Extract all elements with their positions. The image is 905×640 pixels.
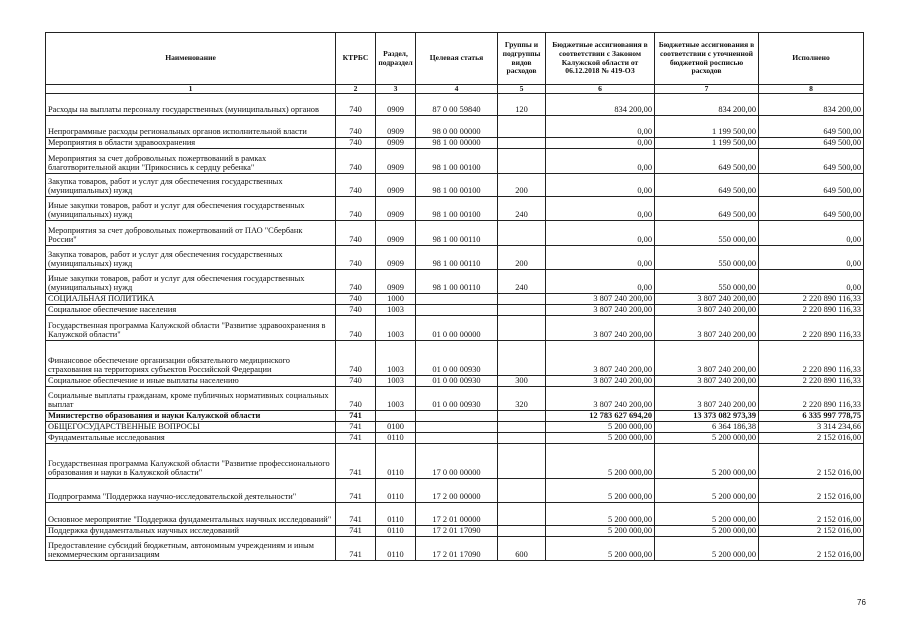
table-row (46, 341, 864, 376)
col-header-section: Раздел, подраздел (376, 33, 416, 85)
cell-executed: 834 200,00 (759, 94, 864, 116)
cell-group: 320 (498, 387, 546, 411)
page-number: 76 (857, 598, 866, 607)
cell-name: Закупка товаров, работ и услуг для обеспечения государственных (муниципальных) нужд (46, 246, 336, 270)
cell-budget-list: 3 807 240 200,00 (655, 316, 759, 341)
cell-budget-law: 0,00 (546, 197, 655, 221)
col-number: 6 (546, 85, 655, 94)
cell-executed: 0,00 (759, 221, 864, 246)
cell-budget-law: 5 200 000,00 (546, 433, 655, 444)
cell-name: Непрограммные расходы региональных органов исполнительной власти (46, 116, 336, 138)
cell-name: СОЦИАЛЬНАЯ ПОЛИТИКА (46, 294, 336, 305)
cell-name: Поддержка фундаментальных научных исследований (46, 526, 336, 537)
cell-budget-law: 834 200,00 (546, 94, 655, 116)
table-row (46, 503, 864, 526)
cell-ktrbs: 741 (336, 537, 376, 561)
cell-budget-list: 3 807 240 200,00 (655, 376, 759, 387)
table-row (46, 221, 864, 246)
table-row (46, 149, 864, 174)
cell-budget-list: 5 200 000,00 (655, 479, 759, 503)
cell-section: 1003 (376, 316, 416, 341)
cell-executed: 2 220 890 116,33 (759, 305, 864, 316)
col-number: 3 (376, 85, 416, 94)
cell-executed: 0,00 (759, 270, 864, 294)
cell-group (498, 294, 546, 305)
col-number: 5 (498, 85, 546, 94)
cell-name: Мероприятия за счет добровольных пожертвований в рамках благотворительной акции "Прикоснись к сердцу ребенка" (46, 149, 336, 174)
cell-ktrbs: 740 (336, 197, 376, 221)
cell-group (498, 305, 546, 316)
cell-name: Финансовое обеспечение организации обязательного медицинского страхования на территориях субъектов Российской Федерации (46, 341, 336, 376)
cell-target (416, 305, 498, 316)
cell-group (498, 422, 546, 433)
cell-name: Подпрограмма "Поддержка научно-исследовательской деятельности" (46, 479, 336, 503)
cell-budget-list: 649 500,00 (655, 197, 759, 221)
cell-section: 0110 (376, 537, 416, 561)
table-row (46, 174, 864, 197)
budget-table (45, 32, 864, 561)
cell-group: 240 (498, 270, 546, 294)
cell-group (498, 444, 546, 479)
cell-ktrbs: 741 (336, 433, 376, 444)
cell-target: 17 2 01 17090 (416, 526, 498, 537)
table-row (46, 444, 864, 479)
cell-ktrbs: 740 (336, 376, 376, 387)
cell-budget-law: 0,00 (546, 138, 655, 149)
cell-ktrbs: 740 (336, 174, 376, 197)
cell-executed: 649 500,00 (759, 174, 864, 197)
cell-name: Закупка товаров, работ и услуг для обеспечения государственных (муниципальных) нужд (46, 174, 336, 197)
cell-ktrbs: 741 (336, 444, 376, 479)
cell-group (498, 411, 546, 422)
cell-ktrbs: 741 (336, 422, 376, 433)
cell-group: 200 (498, 174, 546, 197)
cell-ktrbs: 740 (336, 294, 376, 305)
cell-target: 98 1 00 00110 (416, 246, 498, 270)
cell-target: 01 0 00 00930 (416, 341, 498, 376)
table-row (46, 316, 864, 341)
col-number: 2 (336, 85, 376, 94)
cell-name: Иные закупки товаров, работ и услуг для обеспечения государственных (муниципальных) нужд (46, 270, 336, 294)
cell-section: 0100 (376, 422, 416, 433)
cell-budget-law: 5 200 000,00 (546, 422, 655, 433)
cell-section: 0909 (376, 116, 416, 138)
cell-name: Расходы на выплаты персоналу государственных (муниципальных) органов (46, 94, 336, 116)
cell-section: 0909 (376, 149, 416, 174)
cell-target (416, 422, 498, 433)
col-number: 1 (46, 85, 336, 94)
cell-budget-list: 1 199 500,00 (655, 138, 759, 149)
cell-budget-list: 834 200,00 (655, 94, 759, 116)
cell-ktrbs: 740 (336, 341, 376, 376)
table-row (46, 270, 864, 294)
cell-budget-law: 3 807 240 200,00 (546, 387, 655, 411)
cell-ktrbs: 740 (336, 221, 376, 246)
cell-budget-list: 5 200 000,00 (655, 537, 759, 561)
cell-group: 120 (498, 94, 546, 116)
cell-executed: 649 500,00 (759, 197, 864, 221)
cell-target: 98 1 00 00000 (416, 138, 498, 149)
cell-section: 0110 (376, 433, 416, 444)
table-row (46, 526, 864, 537)
col-number: 4 (416, 85, 498, 94)
cell-budget-law: 5 200 000,00 (546, 503, 655, 526)
table-row (46, 433, 864, 444)
cell-section: 1003 (376, 305, 416, 316)
cell-executed: 2 152 016,00 (759, 444, 864, 479)
cell-executed: 2 152 016,00 (759, 479, 864, 503)
cell-budget-list: 649 500,00 (655, 174, 759, 197)
cell-executed: 2 152 016,00 (759, 526, 864, 537)
cell-executed: 6 335 997 778,75 (759, 411, 864, 422)
col-header-ktrbs: КТРБС (336, 33, 376, 85)
cell-name: Мероприятия в области здравоохранения (46, 138, 336, 149)
cell-budget-list: 5 200 000,00 (655, 526, 759, 537)
cell-group (498, 221, 546, 246)
cell-section: 0110 (376, 503, 416, 526)
cell-ktrbs: 740 (336, 305, 376, 316)
cell-name: Министерство образования и науки Калужской области (46, 411, 336, 422)
cell-group (498, 433, 546, 444)
cell-ktrbs: 740 (336, 246, 376, 270)
cell-executed: 2 220 890 116,33 (759, 316, 864, 341)
table-row (46, 376, 864, 387)
cell-ktrbs: 740 (336, 116, 376, 138)
cell-group: 600 (498, 537, 546, 561)
cell-target: 17 2 00 00000 (416, 479, 498, 503)
cell-section: 1003 (376, 341, 416, 376)
table-row (46, 138, 864, 149)
cell-section: 1000 (376, 294, 416, 305)
cell-budget-list: 5 200 000,00 (655, 444, 759, 479)
cell-budget-list: 3 807 240 200,00 (655, 387, 759, 411)
cell-target: 98 1 00 00110 (416, 221, 498, 246)
cell-group (498, 116, 546, 138)
cell-group (498, 479, 546, 503)
cell-executed: 2 152 016,00 (759, 433, 864, 444)
cell-executed: 2 220 890 116,33 (759, 294, 864, 305)
cell-ktrbs: 740 (336, 138, 376, 149)
cell-budget-list: 550 000,00 (655, 246, 759, 270)
cell-section: 0909 (376, 197, 416, 221)
cell-ktrbs: 740 (336, 387, 376, 411)
table-row (46, 479, 864, 503)
cell-section: 0909 (376, 174, 416, 197)
cell-executed: 0,00 (759, 246, 864, 270)
cell-section (376, 411, 416, 422)
cell-budget-list: 13 373 082 973,39 (655, 411, 759, 422)
cell-section: 0110 (376, 444, 416, 479)
cell-ktrbs: 741 (336, 479, 376, 503)
cell-group (498, 149, 546, 174)
col-header-groups: Группы и подгруппы видов расходов (498, 33, 546, 85)
cell-section: 0909 (376, 138, 416, 149)
cell-name: Иные закупки товаров, работ и услуг для обеспечения государственных (муниципальных) нужд (46, 197, 336, 221)
cell-name: Основное мероприятие "Поддержка фундаментальных научных исследований" (46, 503, 336, 526)
cell-budget-law: 3 807 240 200,00 (546, 316, 655, 341)
cell-name: Государственная программа Калужской области "Развитие здравоохранения в Калужской области" (46, 316, 336, 341)
cell-budget-list: 5 200 000,00 (655, 433, 759, 444)
cell-budget-law: 0,00 (546, 221, 655, 246)
cell-group: 240 (498, 197, 546, 221)
table-row (46, 411, 864, 422)
cell-section: 0110 (376, 526, 416, 537)
cell-executed: 2 220 890 116,33 (759, 387, 864, 411)
cell-group (498, 526, 546, 537)
cell-target: 98 1 00 00100 (416, 149, 498, 174)
col-number: 7 (655, 85, 759, 94)
cell-target: 98 1 00 00100 (416, 197, 498, 221)
cell-section: 0909 (376, 246, 416, 270)
cell-budget-law: 3 807 240 200,00 (546, 305, 655, 316)
cell-name: Социальное обеспечение и иные выплаты населению (46, 376, 336, 387)
cell-target: 98 1 00 00100 (416, 174, 498, 197)
cell-executed: 2 220 890 116,33 (759, 376, 864, 387)
cell-group (498, 341, 546, 376)
table-row (46, 246, 864, 270)
cell-target: 87 0 00 59840 (416, 94, 498, 116)
cell-budget-list: 550 000,00 (655, 221, 759, 246)
cell-name: ОБЩЕГОСУДАРСТВЕННЫЕ ВОПРОСЫ (46, 422, 336, 433)
cell-target: 01 0 00 00930 (416, 387, 498, 411)
cell-section: 1003 (376, 376, 416, 387)
cell-budget-law: 12 783 627 694,20 (546, 411, 655, 422)
cell-budget-law: 0,00 (546, 270, 655, 294)
cell-target: 01 0 00 00000 (416, 316, 498, 341)
cell-name: Мероприятия за счет добровольных пожертвований от ПАО "Сбербанк России" (46, 221, 336, 246)
cell-budget-law: 0,00 (546, 174, 655, 197)
cell-budget-law: 3 807 240 200,00 (546, 341, 655, 376)
cell-section: 0909 (376, 221, 416, 246)
cell-ktrbs: 741 (336, 526, 376, 537)
header-row (46, 33, 864, 85)
cell-budget-law: 0,00 (546, 116, 655, 138)
col-number: 8 (759, 85, 864, 94)
cell-executed: 649 500,00 (759, 149, 864, 174)
cell-target (416, 411, 498, 422)
cell-executed: 649 500,00 (759, 138, 864, 149)
cell-name: Социальное обеспечение населения (46, 305, 336, 316)
cell-budget-list: 1 199 500,00 (655, 116, 759, 138)
cell-budget-list: 649 500,00 (655, 149, 759, 174)
cell-budget-list: 3 807 240 200,00 (655, 305, 759, 316)
table-row (46, 197, 864, 221)
cell-section: 0110 (376, 479, 416, 503)
budget-report-sheet (45, 32, 863, 561)
cell-section: 0909 (376, 270, 416, 294)
cell-ktrbs: 741 (336, 411, 376, 422)
cell-budget-law: 0,00 (546, 246, 655, 270)
cell-group: 300 (498, 376, 546, 387)
cell-name: Предоставление субсидий бюджетным, автономным учреждениям и иным некоммерческим организациям (46, 537, 336, 561)
cell-group: 200 (498, 246, 546, 270)
col-header-budget-law: Бюджетные ассигнования в соответствии с Законом Калужской области от 06.12.2018 № 419-ОЗ (546, 33, 655, 85)
cell-name: Фундаментальные исследования (46, 433, 336, 444)
col-header-executed: Исполнено (759, 33, 864, 85)
cell-budget-law: 5 200 000,00 (546, 537, 655, 561)
column-number-row (46, 85, 864, 94)
cell-budget-list: 550 000,00 (655, 270, 759, 294)
cell-ktrbs: 740 (336, 94, 376, 116)
cell-group (498, 138, 546, 149)
cell-name: Государственная программа Калужской области "Развитие профессионального образования и науки в Калужской области" (46, 444, 336, 479)
cell-target: 17 2 01 00000 (416, 503, 498, 526)
cell-name: Социальные выплаты гражданам, кроме публичных нормативных социальных выплат (46, 387, 336, 411)
cell-target: 98 1 00 00110 (416, 270, 498, 294)
cell-section: 0909 (376, 94, 416, 116)
cell-executed: 2 220 890 116,33 (759, 341, 864, 376)
cell-budget-law: 3 807 240 200,00 (546, 376, 655, 387)
cell-group (498, 503, 546, 526)
cell-target: 98 0 00 00000 (416, 116, 498, 138)
cell-budget-list: 6 364 186,38 (655, 422, 759, 433)
col-header-budget-list: Бюджетные ассигнования в соответствии с уточненной бюджетной росписью расходов (655, 33, 759, 85)
cell-budget-list: 5 200 000,00 (655, 503, 759, 526)
col-header-name: Наименование (46, 33, 336, 85)
col-header-target: Целевая статья (416, 33, 498, 85)
cell-target: 17 0 00 00000 (416, 444, 498, 479)
table-row (46, 94, 864, 116)
table-row (46, 537, 864, 561)
cell-ktrbs: 741 (336, 503, 376, 526)
cell-budget-law: 0,00 (546, 149, 655, 174)
cell-budget-list: 3 807 240 200,00 (655, 294, 759, 305)
table-row (46, 116, 864, 138)
cell-budget-law: 5 200 000,00 (546, 526, 655, 537)
cell-target (416, 433, 498, 444)
cell-budget-law: 3 807 240 200,00 (546, 294, 655, 305)
cell-budget-list: 3 807 240 200,00 (655, 341, 759, 376)
cell-section: 1003 (376, 387, 416, 411)
cell-target: 01 0 00 00930 (416, 376, 498, 387)
cell-executed: 649 500,00 (759, 116, 864, 138)
cell-group (498, 316, 546, 341)
cell-ktrbs: 740 (336, 149, 376, 174)
cell-target: 17 2 01 17090 (416, 537, 498, 561)
table-row (46, 305, 864, 316)
table-row (46, 387, 864, 411)
cell-ktrbs: 740 (336, 316, 376, 341)
cell-ktrbs: 740 (336, 270, 376, 294)
cell-executed: 2 152 016,00 (759, 537, 864, 561)
cell-budget-law: 5 200 000,00 (546, 479, 655, 503)
cell-executed: 3 314 234,66 (759, 422, 864, 433)
cell-target (416, 294, 498, 305)
cell-budget-law: 5 200 000,00 (546, 444, 655, 479)
table-row (46, 294, 864, 305)
table-row (46, 422, 864, 433)
cell-executed: 2 152 016,00 (759, 503, 864, 526)
